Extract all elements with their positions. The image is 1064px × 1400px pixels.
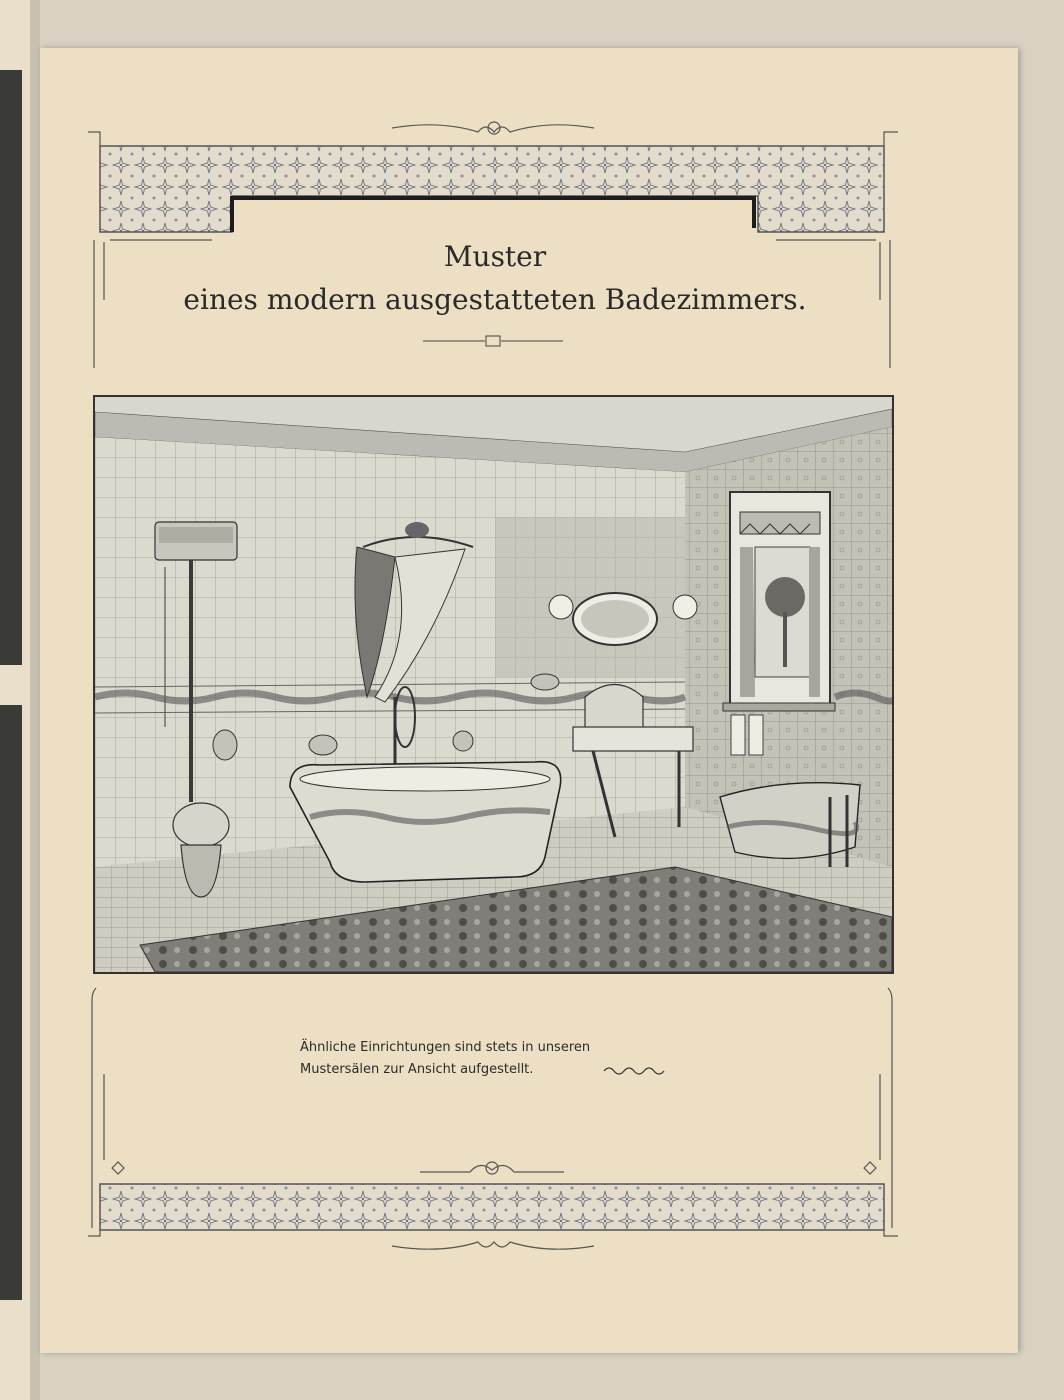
title-divider [423, 336, 563, 346]
top-flourish [392, 122, 594, 134]
caption-line1: Ähnliche Einrichtungen sind stets in unseren [300, 1040, 591, 1055]
page-title-line2: eines modern ausgestatteten Badezimmers. [183, 283, 807, 316]
bottom-ornament-band [100, 1184, 884, 1230]
caption [300, 1037, 760, 1081]
bathroom-illustration [93, 395, 894, 974]
top-ornament-band [100, 146, 884, 232]
bathroom-engraving-image [95, 397, 892, 972]
page-title-line1: Muster [443, 240, 547, 273]
caption-line2: Mustersälen zur Ansicht aufgestellt. [300, 1062, 534, 1077]
